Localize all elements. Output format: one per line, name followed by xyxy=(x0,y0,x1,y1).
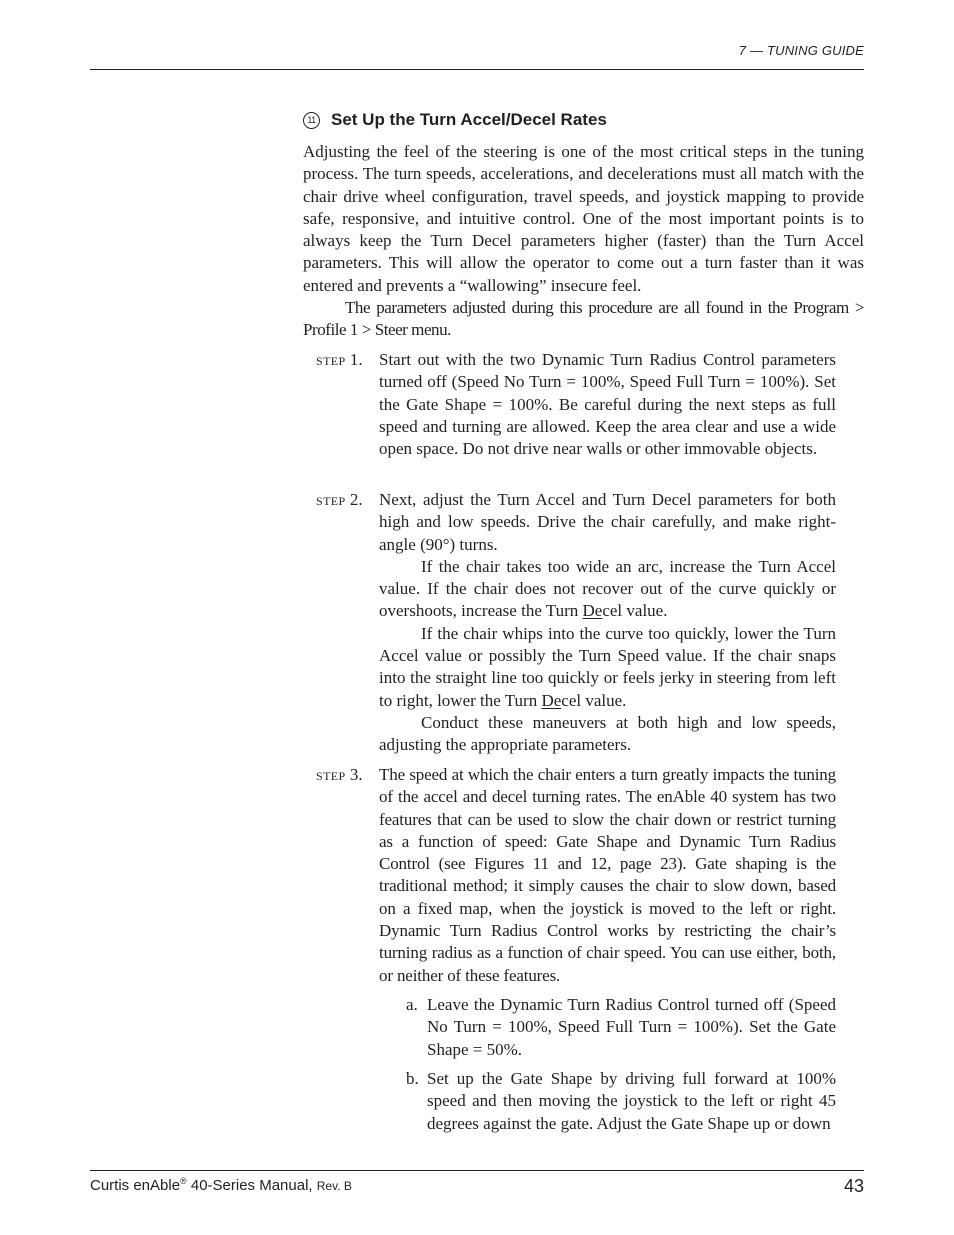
substep-a-text: Leave the Dynamic Turn Radius Control turned off (Speed No Turn = 100%, Speed Full Turn = 100%). Set the Gate Shape = 50%. xyxy=(427,995,836,1059)
footer-manual-title: Curtis enAble® 40-Series Manual, Rev. B xyxy=(90,1176,352,1194)
step-3-text: The speed at which the chair enters a turn greatly impacts the tuning of the accel and decel turning rates. The enAble 40 system has two features that can be used to slow the chair down or restrict turning as a function of speed: Gate Shape and Dynamic Turn Radius Control (see Figures 11 and 12, page 23). Gate shaping is the traditional method; it simply causes the chair to slow down, based on a fixed map, when the joystick is moved to the left or right. Dynamic Turn Radius Control works by restricting the chair’s turning radius as a function of chair speed. You can use either, both, or neither of these features. xyxy=(379,765,836,985)
section-heading xyxy=(303,110,607,130)
section-number-circle: 11 xyxy=(303,112,320,129)
intro-paragraph-1: Adjusting the feel of the steering is one of the most critical steps in the tuning process. The turn speeds, accelerations, and decelerations must all match with the chair drive wheel configuration, travel speeds, and joystick mapping to provide safe, responsive, and intuitive control. One of the most important points is to always keep the Turn Decel parameters higher (faster) than the Turn Accel parameters. This will allow the operator to come out a turn faster than it was entered and prevents a “wallowing” insecure feel. xyxy=(303,142,864,295)
step-2-paragraph-1: Next, adjust the Turn Accel and Turn Decel parameters for both high and low speeds. Drive the chair carefully, and make right-angle (90°) turns. xyxy=(379,490,836,554)
step-2-paragraph-2: If the chair takes too wide an arc, increase the Turn Accel value. If the chair does not recover out of the curve quickly or overshoots, increase the Turn Decel value. xyxy=(379,556,836,621)
step-2-paragraph-3: If the chair whips into the curve too quickly, lower the Turn Accel value or possibly the Turn Speed value. If the chair snaps into the straight line too quickly or feels jerky in steering from left to right, lower the Turn Decel value. xyxy=(379,623,836,710)
step-1-text: Start out with the two Dynamic Turn Radius Control parameters turned off (Speed No Turn = 100%, Speed Full Turn = 100%). Set the Gate Shape = 100%. Be careful during the next steps as full speed and turning are allowed. Keep the area clear and use a wide open space. Do not drive near walls or other immovable objects. xyxy=(379,350,836,459)
footer-rule xyxy=(90,1170,864,1171)
running-header: 7 — TUNING GUIDE xyxy=(738,43,864,58)
step-2-label: STEP 2. xyxy=(316,490,363,509)
header-rule xyxy=(90,69,864,70)
substep-a-label: a. xyxy=(406,995,418,1014)
step-2-text xyxy=(379,489,836,757)
page-number: 43 xyxy=(843,1176,864,1196)
substep-b-text: Set up the Gate Shape by driving full forward at 100% speed and then moving the joystick to the left or right 45 degrees against the gate. Adjust the Gate Shape up or down xyxy=(427,1069,836,1133)
step-3-label: STEP 3. xyxy=(316,765,363,784)
intro-paragraph-2: The parameters adjusted during this procedure are all found in the Program > Profile 1 > Steer menu. xyxy=(303,298,864,340)
section-title: Set Up the Turn Accel/Decel Rates xyxy=(331,110,607,129)
step-2-paragraph-4: Conduct these maneuvers at both high and low speeds, adjusting the appropriate parameters. xyxy=(379,712,836,755)
substep-b-label: b. xyxy=(406,1069,419,1088)
step-1-label: STEP 1. xyxy=(316,350,363,369)
